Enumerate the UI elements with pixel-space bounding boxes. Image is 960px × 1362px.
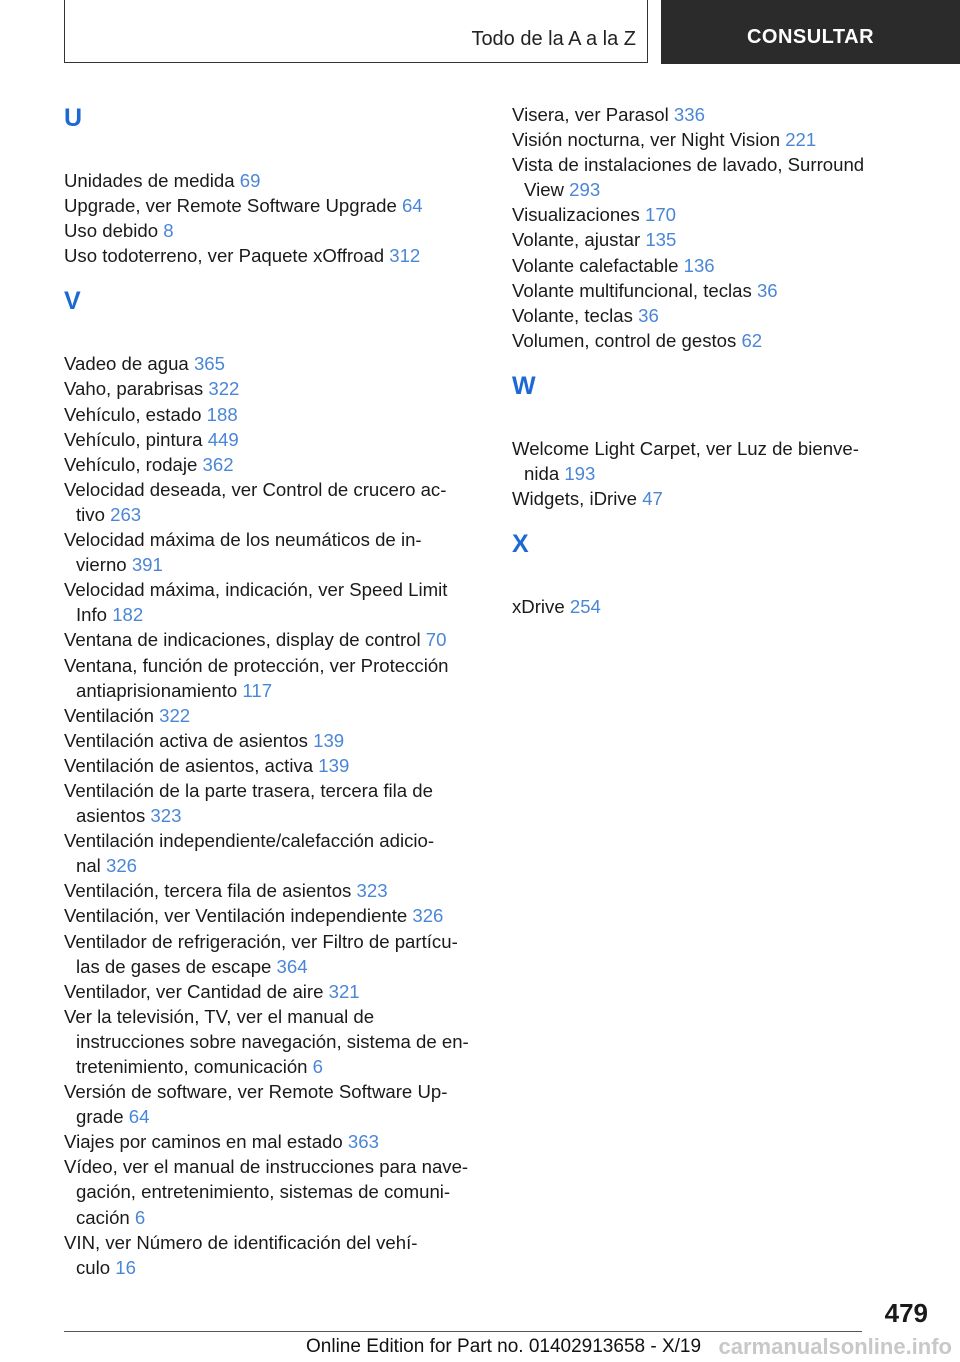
entry-text: tretenimiento, comunicación <box>76 1056 313 1077</box>
index-letter-heading: W <box>512 371 536 400</box>
entry-text: Ventilador de refrigeración, ver Filtro de partícu- <box>64 930 458 952</box>
page-reference-link[interactable]: 36 <box>638 304 659 326</box>
page-reference-link[interactable]: 6 <box>312 1056 324 1077</box>
entry-text: Velocidad máxima de los neumáticos de in- <box>64 529 422 551</box>
page-reference-link[interactable]: 322 <box>159 704 191 726</box>
index-entry <box>64 1079 484 1129</box>
entry-text: Volante calefactable <box>512 254 684 276</box>
page-reference-link[interactable]: 364 <box>276 955 308 977</box>
entry-text: Ver la televisión, TV, ver el manual de <box>64 1005 375 1027</box>
index-entry <box>64 778 484 828</box>
page-reference-link[interactable]: 391 <box>131 554 163 576</box>
section-title: Todo de la A a la Z <box>471 28 636 50</box>
index-entry <box>64 627 484 652</box>
page-reference-link[interactable]: 182 <box>112 604 144 626</box>
entry-text: Uso todoterreno, ver Paquete xOffroad <box>64 245 390 267</box>
page-reference-link[interactable]: 323 <box>356 880 388 902</box>
page-reference-link[interactable]: 139 <box>318 754 350 776</box>
page-reference-link[interactable]: 170 <box>645 204 677 226</box>
page-number: 479 <box>884 1298 928 1328</box>
page-reference-link[interactable]: 16 <box>115 1256 136 1278</box>
index-column-right <box>512 102 882 619</box>
page-reference-link[interactable]: 193 <box>564 463 596 485</box>
index-entry <box>512 278 882 303</box>
page-reference-link[interactable]: 365 <box>193 353 225 375</box>
entry-text: Ventana, función de protección, ver Protección <box>64 654 449 676</box>
page-reference-link[interactable]: 136 <box>683 254 715 276</box>
index-entry <box>64 653 484 703</box>
page-reference-link[interactable]: 139 <box>313 729 345 751</box>
entry-text: Ventilación activa de asientos <box>64 729 314 751</box>
page-reference-link[interactable]: 8 <box>163 220 174 242</box>
consult-tab[interactable]: CONSULTAR <box>661 0 960 64</box>
entry-text: Info <box>76 604 113 626</box>
entry-text: tivo <box>76 503 111 525</box>
index-entry <box>512 436 882 486</box>
entry-text: Visualizaciones <box>512 204 645 226</box>
entry-text: Vídeo, ver el manual de instrucciones para nave- <box>64 1156 469 1178</box>
index-entry <box>64 753 484 778</box>
page-reference-link[interactable]: 254 <box>569 596 601 618</box>
entry-text: instrucciones sobre navegación, sistema de en- <box>76 1030 469 1052</box>
entry-text: Unidades de medida <box>64 170 240 191</box>
page-reference-link[interactable]: 263 <box>110 503 142 525</box>
page-reference-link[interactable]: 293 <box>569 179 601 201</box>
index-entry <box>512 102 882 127</box>
entry-text: Volante multifuncional, teclas <box>512 279 757 301</box>
page-reference-link[interactable]: 326 <box>105 855 138 877</box>
index-entry <box>64 577 484 627</box>
index-entry <box>64 903 484 928</box>
entry-text: grade <box>76 1106 129 1128</box>
index-entry <box>64 477 484 527</box>
page-reference-link[interactable]: 135 <box>645 229 677 251</box>
entry-text: Ventilación, ver Ventilación independiente <box>64 905 413 927</box>
index-entry <box>64 527 484 577</box>
entry-text: Vaho, parabrisas <box>64 378 209 400</box>
index-entry <box>64 979 484 1004</box>
entry-text: Vehículo, pintura <box>64 428 208 450</box>
entry-text: Ventilación de asientos, activa <box>64 754 319 776</box>
entry-text: View <box>524 179 570 201</box>
entry-text: Ventilación <box>64 704 160 726</box>
index-entry <box>64 218 484 243</box>
index-entry <box>64 1230 484 1280</box>
entry-text: Ventilación independiente/calefacción adicio- <box>64 830 435 852</box>
entry-text: antiaprisionamiento <box>76 679 243 701</box>
entry-text: gación, entretenimiento, sistemas de comuni- <box>76 1181 451 1203</box>
page-reference-link[interactable]: 70 <box>425 629 447 651</box>
index-entry <box>512 303 882 328</box>
index-entry <box>64 1154 484 1229</box>
entry-text: Upgrade, ver Remote Software Upgrade <box>64 195 402 217</box>
entry-text: Vadeo de agua <box>64 353 194 375</box>
index-entry <box>64 1004 484 1079</box>
page-reference-link[interactable]: 363 <box>347 1131 379 1153</box>
index-entry <box>512 127 882 152</box>
index-letter-heading: V <box>64 287 81 316</box>
entry-text: nida <box>524 463 565 485</box>
index-entry <box>64 243 484 268</box>
page-reference-link[interactable]: 326 <box>412 905 444 927</box>
page-reference-link[interactable]: 69 <box>239 170 261 191</box>
entry-text: culo <box>76 1256 116 1278</box>
entry-text: vierno <box>76 554 132 576</box>
page-reference-link[interactable]: 64 <box>401 195 423 217</box>
page-reference-link[interactable]: 336 <box>673 104 705 125</box>
index-letter-heading: U <box>64 104 83 132</box>
entry-text: Volante, teclas <box>512 304 639 326</box>
index-entry <box>512 328 882 353</box>
page-reference-link[interactable]: 117 <box>242 679 273 701</box>
entry-text: Ventana de indicaciones, display de control <box>64 629 426 651</box>
entry-text: xDrive <box>512 596 570 618</box>
index-entry <box>64 193 484 218</box>
entry-text: Versión de software, ver Remote Software Up- <box>64 1081 448 1103</box>
index-letter-heading: X <box>512 530 529 559</box>
index-column-left <box>64 102 484 1280</box>
page-reference-link[interactable]: 188 <box>206 403 238 425</box>
index-entry <box>512 202 882 227</box>
entry-text: Vehículo, estado <box>64 403 207 425</box>
entry-text: Uso debido <box>64 220 164 242</box>
index-entry <box>512 152 882 202</box>
index-entry <box>64 929 484 979</box>
page-reference-link[interactable]: 62 <box>741 329 763 351</box>
entry-text: Welcome Light Carpet, ver Luz de bienve- <box>512 437 859 459</box>
page-reference-link[interactable]: 321 <box>328 980 360 1002</box>
index-entry <box>64 828 484 878</box>
index-entry <box>512 594 882 619</box>
index-entry <box>512 486 882 511</box>
entry-text: Ventilador, ver Cantidad de aire <box>64 980 329 1002</box>
entry-text: asientos <box>76 805 151 827</box>
entry-text: VIN, ver Número de identificación del vehí- <box>64 1231 418 1253</box>
entry-text: Widgets, iDrive <box>512 488 643 510</box>
entry-text: Ventilación de la parte trasera, tercera fila de <box>64 779 433 801</box>
entry-text: Viajes por caminos en mal estado <box>64 1131 348 1153</box>
page-reference-link[interactable]: 6 <box>134 1206 146 1228</box>
index-entry <box>64 376 484 401</box>
entry-text: Volumen, control de gestos <box>512 329 742 351</box>
entry-text: Velocidad máxima, indicación, ver Speed Limit <box>64 579 448 601</box>
entry-text: cación <box>76 1206 135 1228</box>
index-entry <box>64 878 484 903</box>
index-entry <box>64 427 484 452</box>
entry-text: Vehículo, rodaje <box>64 453 203 475</box>
index-entry <box>64 1129 484 1154</box>
index-entry <box>64 728 484 753</box>
page-reference-link[interactable]: 362 <box>202 453 234 475</box>
index-entry <box>64 452 484 477</box>
entry-text: Visera, ver Parasol <box>512 104 674 125</box>
entry-text: las de gases de escape <box>76 955 277 977</box>
page-reference-link[interactable]: 36 <box>756 279 778 301</box>
index-entry <box>64 402 484 427</box>
page-reference-link[interactable]: 47 <box>642 488 663 510</box>
entry-text: Volante, ajustar <box>512 229 646 251</box>
page-reference-link[interactable]: 64 <box>128 1106 150 1128</box>
edition-note: Online Edition for Part no. 01402913658 - X/19 <box>306 1336 702 1357</box>
entry-text: Velocidad deseada, ver Control de crucero ac- <box>64 478 447 500</box>
index-entry <box>64 351 484 376</box>
entry-text: Visión nocturna, ver Night Vision <box>512 129 786 151</box>
page-reference-link[interactable]: 312 <box>389 245 421 267</box>
entry-text: Ventilación, tercera fila de asientos <box>64 880 357 902</box>
index-entry <box>512 253 882 278</box>
index-entry <box>64 703 484 728</box>
page-reference-link[interactable]: 221 <box>785 129 817 151</box>
watermark: carmanualsonline.info <box>718 1334 952 1359</box>
page-reference-link[interactable]: 322 <box>208 378 240 400</box>
entry-text: Vista de instalaciones de lavado, Surround <box>512 154 865 176</box>
entry-text: nal <box>76 855 106 877</box>
footer-divider <box>64 1331 862 1332</box>
page-reference-link[interactable]: 449 <box>207 428 239 450</box>
page-reference-link[interactable]: 323 <box>150 805 182 827</box>
index-entry <box>512 227 882 252</box>
index-entry <box>64 168 484 193</box>
